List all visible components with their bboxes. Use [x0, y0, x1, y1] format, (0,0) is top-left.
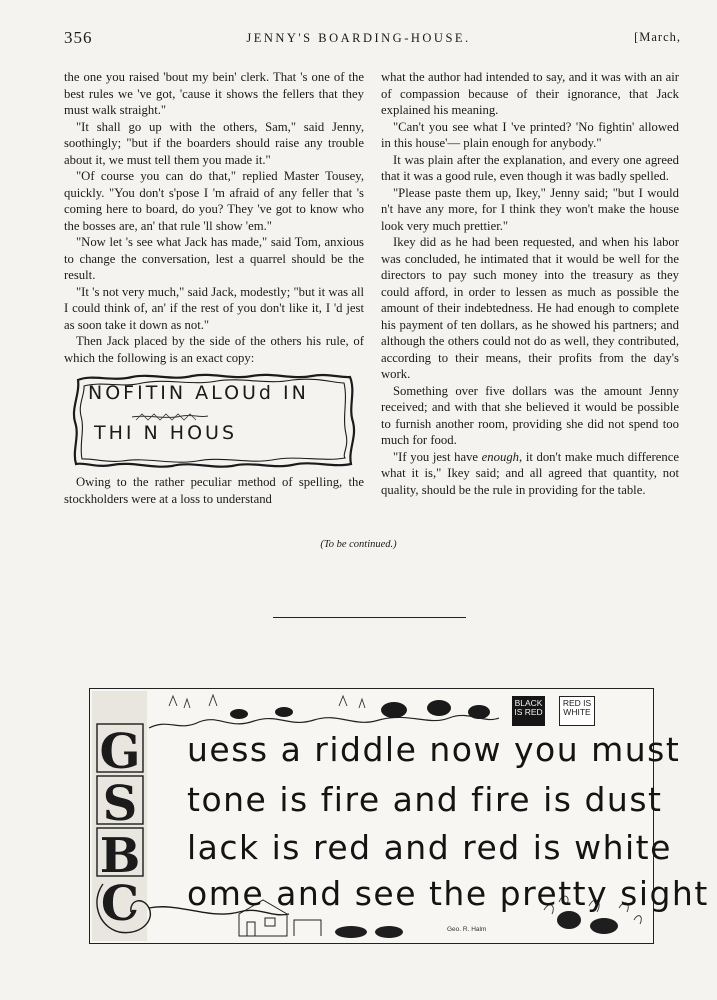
- paragraph: what the author had intended to say, and it was with an air of compassion because of their ignorance, that Jack explained his meaning.: [381, 70, 679, 117]
- riddle-line-3: lack is red and red is white: [187, 828, 672, 867]
- artist-signature: Geo. R. Halm: [447, 926, 487, 933]
- paragraph: the one you raised 'bout my bein' clerk. That 's one of the best rules we 've got, 'cause it shows the fellers that they must walk straight.": [64, 70, 364, 117]
- quote-end: , it don't make much difference what it is," Ikey said; and all agreed that quantity, not quality, should be the rule in providing for the table.: [381, 449, 679, 497]
- running-title: JENNY'S BOARDING-HOUSE.: [246, 31, 471, 45]
- red-is-white-sign: RED IS WHITE: [559, 696, 595, 726]
- paragraph: "Of course you can do that," replied Master Tousey, quickly. "You don't s'pose I 'm afraid of any feller that 's coming here to board, do you? They 've got to know who the bosses are, an' that rule 'll show 'em.": [64, 169, 364, 233]
- right-column: [381, 69, 679, 498]
- paragraph: "It 's not very much," said Jack, modestly; "but it was all I could think of, an' if the rest of you don't like it, I 'd jest as soon take it down as not.": [64, 284, 364, 332]
- section-divider: [273, 617, 466, 618]
- paragraph: "Please paste them up, Ikey," Jenny said; "but I would n't have any more, for I think they won't make the house look very much prettier.": [381, 185, 679, 233]
- sign-line-2: THI N HOUS: [94, 422, 237, 444]
- initial-letter: B: [99, 828, 141, 884]
- emphasis: enough: [481, 449, 520, 464]
- page-header: [0, 28, 717, 50]
- sign-line-1: NOFITIN ALOUd IN: [88, 382, 309, 404]
- paragraph: Ikey did as he had been requested, and when his labor was concluded, he intimated that it would be well for the directors to pay such money into the treasury as they could afford, in order to lessen as much as possible the amount of their indebtedness. He had enough to complete his payment of ten dollars, as he showed his partners; and although the others could not do as well, they contributed, according to their means, their profits from the day's work.: [381, 235, 679, 381]
- black-is-red-sign: BLACK IS RED: [512, 696, 545, 726]
- left-column: [64, 69, 364, 507]
- paragraph: "Can't you see what I 've printed? 'No fightin' allowed in this house'— plain enough for anybody.": [381, 119, 679, 150]
- page-number: 356: [64, 28, 93, 47]
- paragraph: "Now let 's see what Jack has made," said Tom, anxious to change the conversation, lest a quarrel should be the result.: [64, 235, 364, 282]
- initial-letter: C: [100, 876, 140, 932]
- initial-letter: G: [99, 724, 141, 780]
- jack-rule-sign: [72, 372, 356, 469]
- riddle-line-2: tone is fire and fire is dust: [187, 780, 663, 819]
- paragraph: Owing to the rather peculiar method of spelling, the stockholders were at a loss to understand: [64, 475, 364, 506]
- initial-letter: S: [102, 776, 138, 832]
- riddle-illustration: [89, 688, 709, 944]
- running-month: [March,: [634, 30, 681, 44]
- paragraph: Then Jack placed by the side of the others his rule, of which the following is an exact copy:: [64, 334, 364, 365]
- to-be-continued: (To be continued.): [320, 539, 397, 550]
- riddle-line-1: uess a riddle now you must: [187, 730, 681, 769]
- riddle-line-4: ome and see the pretty sight: [187, 874, 709, 913]
- paragraph: [381, 449, 679, 499]
- paragraph: It was plain after the explanation, and every one agreed that it was a good rule, even though it was badly spelled.: [381, 152, 679, 183]
- paragraph: Something over five dollars was the amount Jenny received; and with that she believed it would be possible to furnish another room, providing she did not spend too much for food.: [381, 383, 679, 447]
- quote-start: "If you jest have: [393, 449, 482, 464]
- paragraph: "It shall go up with the others, Sam," said Jenny, soothingly; "but if the boarders should raise any trouble about it, we must tell them you made it.": [64, 119, 364, 167]
